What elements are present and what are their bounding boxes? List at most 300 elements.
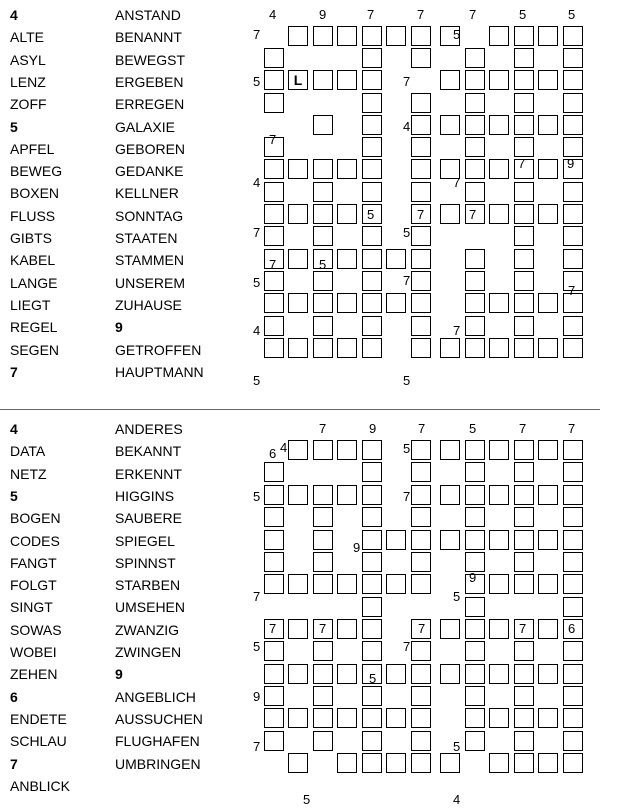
grid-cell[interactable] (288, 204, 308, 224)
grid-cell[interactable] (538, 440, 558, 460)
grid-cell[interactable] (563, 93, 583, 113)
grid-cell[interactable] (465, 249, 485, 269)
word-length-hint: 4 (253, 175, 261, 190)
grid-cell[interactable] (386, 664, 406, 684)
grid-cell[interactable] (538, 619, 558, 639)
grid-cell[interactable] (563, 338, 583, 358)
grid-cell[interactable] (563, 664, 583, 684)
grid-cell[interactable] (514, 708, 534, 728)
grid-cell[interactable] (313, 316, 333, 336)
grid-cell[interactable] (538, 485, 558, 505)
grid-cell[interactable] (288, 249, 308, 269)
grid-cell[interactable] (411, 462, 431, 482)
grid-cell[interactable] (313, 731, 333, 751)
grid-cell[interactable] (514, 70, 534, 90)
grid-cell[interactable] (514, 507, 534, 527)
grid-cell[interactable] (313, 641, 333, 661)
grid-cell[interactable] (288, 753, 308, 773)
grid-cell[interactable] (288, 664, 308, 684)
grid-cell[interactable] (288, 619, 308, 639)
grid-cell[interactable] (514, 686, 534, 706)
grid-cell[interactable] (465, 115, 485, 135)
grid-cell[interactable] (313, 338, 333, 358)
grid-cell[interactable] (465, 316, 485, 336)
grid-cell[interactable] (362, 249, 382, 269)
grid-cell[interactable] (411, 664, 431, 684)
grid-cell[interactable] (337, 574, 357, 594)
grid-cell[interactable] (362, 48, 382, 68)
grid-cell[interactable] (264, 48, 284, 68)
grid-cell[interactable] (386, 708, 406, 728)
word-list-entry: ALTE (10, 29, 44, 46)
grid-cell[interactable] (386, 26, 406, 46)
grid-cell[interactable] (563, 708, 583, 728)
grid-cell[interactable] (313, 574, 333, 594)
grid-cell[interactable] (288, 26, 308, 46)
word-list-entry: DATA (10, 443, 46, 460)
grid-cell[interactable] (337, 338, 357, 358)
grid-cell[interactable] (337, 249, 357, 269)
word-length-hint: 7 (253, 739, 261, 754)
grid-cell[interactable] (563, 226, 583, 246)
grid-cell[interactable] (538, 664, 558, 684)
grid-cell[interactable] (514, 338, 534, 358)
grid-cell[interactable] (288, 485, 308, 505)
grid-cell[interactable] (514, 137, 534, 157)
grid-cell[interactable] (411, 686, 431, 706)
grid-cell[interactable] (362, 93, 382, 113)
grid-cell[interactable] (337, 159, 357, 179)
grid-cell[interactable] (514, 182, 534, 202)
grid-cell[interactable] (514, 641, 534, 661)
grid-cell[interactable] (465, 686, 485, 706)
grid-cell[interactable] (538, 753, 558, 773)
grid-cell[interactable] (362, 271, 382, 291)
word-length-header: 4 (10, 7, 18, 23)
grid-cell[interactable] (313, 159, 333, 179)
grid-cell[interactable] (514, 485, 534, 505)
grid-cell[interactable] (411, 574, 431, 594)
grid-cell[interactable] (411, 507, 431, 527)
grid-cell[interactable] (264, 316, 284, 336)
grid-cell[interactable] (313, 293, 333, 313)
grid-cell[interactable] (313, 708, 333, 728)
grid-cell[interactable] (362, 619, 382, 639)
grid-cell[interactable] (362, 159, 382, 179)
grid-cell[interactable] (538, 204, 558, 224)
grid-cell[interactable] (489, 619, 509, 639)
grid-cell[interactable] (411, 93, 431, 113)
word-length-hint: 5 (568, 7, 576, 22)
word-list-entry: STARBEN (115, 577, 181, 594)
grid-cell[interactable] (264, 686, 284, 706)
grid-cell[interactable] (489, 293, 509, 313)
word-list-entry: BEWEG (10, 163, 63, 180)
grid-cell[interactable] (489, 753, 509, 773)
word-list-entry: GETROFFEN (115, 341, 202, 358)
word-list-entry: ERGEBEN (115, 73, 184, 90)
grid-cell[interactable] (489, 204, 509, 224)
word-length-hint: 7 (568, 283, 576, 298)
grid-cell[interactable] (264, 182, 284, 202)
grid-cell[interactable] (362, 574, 382, 594)
word-length-hint: 5 (319, 257, 327, 272)
grid-cell[interactable] (563, 552, 583, 572)
grid-cell-prefilled[interactable]: L (288, 70, 308, 90)
grid-cell[interactable] (465, 137, 485, 157)
word-list-entry: NETZ (10, 465, 47, 482)
grid-cell[interactable] (411, 226, 431, 246)
grid-cell[interactable] (514, 226, 534, 246)
grid-cell[interactable] (264, 462, 284, 482)
grid-cell[interactable] (563, 70, 583, 90)
grid-cell[interactable] (386, 249, 406, 269)
grid-cell[interactable] (411, 137, 431, 157)
grid-cell[interactable] (362, 293, 382, 313)
grid-cell[interactable] (538, 293, 558, 313)
word-list-entry: LIEGT (10, 296, 51, 313)
grid-cell[interactable] (563, 137, 583, 157)
grid-cell[interactable] (337, 26, 357, 46)
grid-cell[interactable] (440, 440, 460, 460)
grid-cell[interactable] (465, 664, 485, 684)
grid-cell[interactable] (362, 462, 382, 482)
grid-cell[interactable] (440, 204, 460, 224)
word-list-entry: ZUHAUSE (115, 296, 182, 313)
grid-cell[interactable] (313, 226, 333, 246)
grid-cell[interactable] (563, 26, 583, 46)
grid-cell[interactable] (337, 293, 357, 313)
word-length-hint: 7 (319, 621, 327, 636)
grid-cell[interactable] (465, 731, 485, 751)
grid-cell[interactable] (563, 249, 583, 269)
word-length-hint: 4 (269, 7, 277, 22)
word-list-entry: BOGEN (10, 510, 61, 527)
grid-cell[interactable] (563, 731, 583, 751)
grid-cell[interactable] (288, 293, 308, 313)
grid-cell[interactable] (411, 641, 431, 661)
grid-cell[interactable] (288, 440, 308, 460)
grid-cell[interactable] (440, 530, 460, 550)
grid-cell[interactable] (514, 93, 534, 113)
grid-cell[interactable] (313, 70, 333, 90)
grid-cell[interactable] (465, 485, 485, 505)
grid-cell[interactable] (514, 293, 534, 313)
grid-cell[interactable] (514, 753, 534, 773)
grid-cell[interactable] (264, 70, 284, 90)
grid-cell[interactable] (538, 530, 558, 550)
grid-cell[interactable] (563, 507, 583, 527)
grid-cell[interactable] (514, 664, 534, 684)
grid-cell[interactable] (362, 485, 382, 505)
grid-cell[interactable] (411, 552, 431, 572)
word-length-hint: 7 (418, 421, 426, 436)
grid-cell[interactable] (489, 115, 509, 135)
word-length-hint: 7 (417, 7, 425, 22)
grid-cell[interactable] (514, 552, 534, 572)
word-length-hint: 7 (453, 323, 461, 338)
grid-cell[interactable] (489, 70, 509, 90)
grid-cell[interactable] (489, 159, 509, 179)
word-length-hint: 9 (567, 156, 575, 171)
grid-cell[interactable] (411, 316, 431, 336)
word-list-entry: ERREGEN (115, 96, 185, 113)
grid-cell[interactable] (362, 226, 382, 246)
grid-cell[interactable] (264, 293, 284, 313)
grid-cell[interactable] (362, 338, 382, 358)
grid-cell[interactable] (313, 485, 333, 505)
grid-cell[interactable] (362, 115, 382, 135)
grid-cell[interactable] (362, 70, 382, 90)
word-length-hint: 9 (369, 421, 377, 436)
grid-cell[interactable] (264, 574, 284, 594)
grid-cell[interactable] (440, 753, 460, 773)
word-length-hint: 7 (269, 621, 277, 636)
grid-cell[interactable] (440, 664, 460, 684)
word-length-hint: 7 (417, 207, 425, 222)
grid-cell[interactable] (440, 115, 460, 135)
grid-cell[interactable] (514, 204, 534, 224)
grid-cell[interactable] (362, 316, 382, 336)
grid-cell[interactable] (362, 597, 382, 617)
grid-cell[interactable] (411, 708, 431, 728)
word-length-hint: 7 (519, 621, 527, 636)
grid-cell[interactable] (563, 462, 583, 482)
grid-cell[interactable] (563, 753, 583, 773)
grid-cell[interactable] (465, 338, 485, 358)
grid-cell[interactable] (264, 530, 284, 550)
grid-cell[interactable] (465, 293, 485, 313)
grid-cell[interactable] (514, 48, 534, 68)
word-list-entry: ZWINGEN (115, 644, 182, 660)
word-length-hint: 4 (403, 119, 411, 134)
grid-cell[interactable] (514, 26, 534, 46)
grid-cell[interactable] (563, 597, 583, 617)
grid-cell[interactable] (514, 271, 534, 291)
grid-cell[interactable] (465, 619, 485, 639)
grid-cell[interactable] (538, 574, 558, 594)
grid-cell[interactable] (362, 708, 382, 728)
grid-cell[interactable] (337, 753, 357, 773)
grid-cell[interactable] (563, 686, 583, 706)
grid-cell[interactable] (264, 485, 284, 505)
grid-cell[interactable] (313, 686, 333, 706)
grid-cell[interactable] (313, 507, 333, 527)
grid-cell[interactable] (288, 574, 308, 594)
grid-cell[interactable] (313, 26, 333, 46)
grid-cell[interactable] (264, 552, 284, 572)
grid-cell[interactable] (264, 271, 284, 291)
grid-cell[interactable] (386, 530, 406, 550)
grid-cell[interactable] (411, 271, 431, 291)
grid-cell[interactable] (538, 70, 558, 90)
word-length-hint: 7 (253, 27, 261, 42)
grid-cell[interactable] (538, 159, 558, 179)
grid-cell[interactable] (337, 664, 357, 684)
grid-cell[interactable] (362, 182, 382, 202)
word-list-entry: FOLGT (10, 577, 57, 594)
word-length-hint: 7 (253, 225, 261, 240)
grid-cell[interactable] (514, 316, 534, 336)
grid-cell[interactable] (313, 115, 333, 135)
word-list-entry: FLUSS (10, 207, 56, 224)
grid-cell[interactable] (465, 708, 485, 728)
grid-cell[interactable] (563, 204, 583, 224)
grid-cell[interactable] (563, 574, 583, 594)
grid-cell[interactable] (465, 507, 485, 527)
grid-cell[interactable] (362, 507, 382, 527)
word-length-hint: 6 (269, 446, 277, 461)
grid-cell[interactable] (411, 293, 431, 313)
grid-cell[interactable] (514, 440, 534, 460)
grid-cell[interactable] (313, 552, 333, 572)
grid-cell[interactable] (264, 731, 284, 751)
grid-cell[interactable] (411, 159, 431, 179)
grid-cell[interactable] (264, 93, 284, 113)
grid-cell[interactable] (440, 485, 460, 505)
grid-cell[interactable] (411, 115, 431, 135)
grid-cell[interactable] (489, 708, 509, 728)
grid-cell[interactable] (440, 70, 460, 90)
grid-cell[interactable] (386, 293, 406, 313)
grid-cell[interactable] (411, 338, 431, 358)
grid-cell[interactable] (264, 338, 284, 358)
grid-cell[interactable] (465, 159, 485, 179)
word-length-hint: 5 (403, 225, 411, 240)
grid-cell[interactable] (337, 204, 357, 224)
grid-cell[interactable] (465, 552, 485, 572)
word-list-entry: ERKENNT (115, 465, 182, 482)
grid-cell[interactable] (264, 664, 284, 684)
grid-cell[interactable] (337, 708, 357, 728)
grid-cell[interactable] (313, 204, 333, 224)
grid-cell[interactable] (538, 338, 558, 358)
grid-cell[interactable] (563, 641, 583, 661)
grid-cell[interactable] (563, 182, 583, 202)
word-length-header: 7 (10, 363, 18, 380)
word-length-hint: 7 (518, 156, 526, 171)
grid-cell[interactable] (362, 530, 382, 550)
grid-cell[interactable] (538, 115, 558, 135)
grid-cell[interactable] (465, 182, 485, 202)
grid-cell[interactable] (465, 93, 485, 113)
grid-cell[interactable] (563, 316, 583, 336)
grid-cell[interactable] (489, 26, 509, 46)
grid-cell[interactable] (288, 708, 308, 728)
grid-cell[interactable] (411, 530, 431, 550)
grid-cell[interactable] (563, 48, 583, 68)
grid-cell[interactable] (538, 708, 558, 728)
grid-cell[interactable] (514, 731, 534, 751)
grid-cell[interactable] (465, 530, 485, 550)
grid-cell[interactable] (411, 753, 431, 773)
grid-cell[interactable] (514, 249, 534, 269)
grid-cell[interactable] (362, 641, 382, 661)
grid-cell[interactable] (465, 48, 485, 68)
grid-cell[interactable] (411, 48, 431, 68)
grid-cell[interactable] (362, 552, 382, 572)
word-list-entry: ZOFF (10, 96, 47, 113)
grid-cell[interactable] (563, 440, 583, 460)
grid-cell[interactable] (264, 507, 284, 527)
word-list-entry: SONNTAG (115, 207, 184, 224)
grid-cell[interactable] (440, 619, 460, 639)
grid-cell[interactable] (288, 159, 308, 179)
grid-cell[interactable] (465, 641, 485, 661)
grid-cell[interactable] (313, 530, 333, 550)
grid-cell[interactable] (337, 70, 357, 90)
grid-cell[interactable] (362, 137, 382, 157)
grid-cell[interactable] (514, 530, 534, 550)
grid-cell[interactable] (489, 664, 509, 684)
word-length-header: 5 (10, 487, 18, 504)
grid-cell[interactable] (264, 708, 284, 728)
word-length-hint: 9 (319, 7, 327, 22)
grid-cell[interactable] (411, 731, 431, 751)
grid-cell[interactable] (411, 182, 431, 202)
grid-cell[interactable] (362, 731, 382, 751)
grid-cell[interactable] (362, 440, 382, 460)
grid-cell[interactable] (264, 204, 284, 224)
grid-cell[interactable] (465, 597, 485, 617)
grid-cell[interactable] (465, 271, 485, 291)
word-list-entry: STAATEN (115, 230, 178, 246)
grid-cell[interactable] (411, 485, 431, 505)
grid-cell[interactable] (313, 664, 333, 684)
word-list-entry: UMBRINGEN (115, 755, 201, 772)
grid-cell[interactable] (337, 440, 357, 460)
grid-cell[interactable] (411, 26, 431, 46)
grid-cell[interactable] (514, 574, 534, 594)
grid-cell[interactable] (440, 338, 460, 358)
grid-cell[interactable] (538, 26, 558, 46)
grid-cell[interactable] (264, 226, 284, 246)
grid-cell[interactable] (489, 574, 509, 594)
grid-cell[interactable] (386, 753, 406, 773)
grid-cell[interactable] (563, 485, 583, 505)
grid-cell[interactable] (465, 440, 485, 460)
grid-cell[interactable] (313, 271, 333, 291)
grid-cell[interactable] (489, 338, 509, 358)
grid-cell[interactable] (264, 641, 284, 661)
grid-cell[interactable] (514, 462, 534, 482)
grid-cell[interactable] (362, 26, 382, 46)
grid-cell[interactable] (264, 159, 284, 179)
grid-cell[interactable] (563, 115, 583, 135)
grid-cell[interactable] (362, 686, 382, 706)
grid-cell[interactable] (313, 440, 333, 460)
grid-cell[interactable] (514, 115, 534, 135)
word-list-entry: FANGT (10, 554, 57, 571)
grid-cell[interactable] (288, 338, 308, 358)
grid-cell[interactable] (313, 182, 333, 202)
word-length-hint: 5 (253, 639, 261, 654)
grid-cell[interactable] (411, 249, 431, 269)
grid-cell[interactable] (465, 70, 485, 90)
grid-cell[interactable] (337, 619, 357, 639)
grid-cell[interactable] (489, 485, 509, 505)
grid-cell[interactable] (411, 440, 431, 460)
grid-cell[interactable] (465, 462, 485, 482)
word-list-entry: ZEHEN (10, 666, 58, 683)
grid-cell[interactable] (489, 440, 509, 460)
grid-cell[interactable] (563, 530, 583, 550)
word-list-entry: UMSEHEN (115, 599, 186, 616)
grid-cell[interactable] (489, 530, 509, 550)
grid-cell[interactable] (362, 753, 382, 773)
grid-cell[interactable] (337, 485, 357, 505)
grid-cell[interactable] (386, 574, 406, 594)
